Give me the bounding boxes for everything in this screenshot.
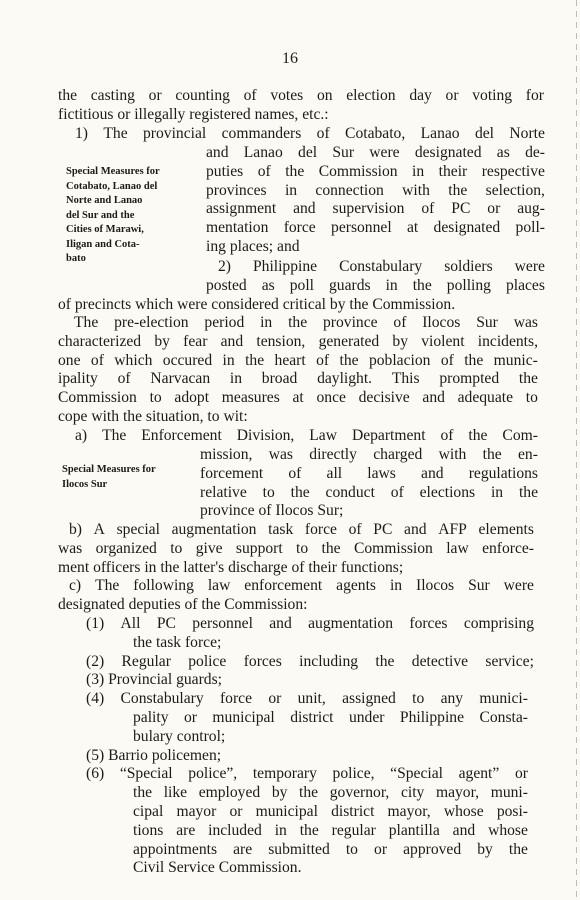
- text-line: the casting or counting of votes on election day or voting for: [58, 87, 544, 104]
- side-note-ilocos-sur: [62, 463, 196, 492]
- item-1-continued: [206, 144, 545, 257]
- list-item-continued: Civil Service Commission.: [133, 859, 302, 877]
- item-1-paragraph: [75, 125, 545, 144]
- side-note-line: Cities of Marawi,: [66, 224, 144, 235]
- text-line: fictitious or illegally registered names, etc.:: [58, 105, 329, 123]
- list-item-continued: the like employed by the governor, city mayor, muni-: [133, 784, 528, 802]
- item-c-paragraph: [58, 577, 534, 615]
- text-line: designated deputies of the Commission:: [58, 595, 308, 613]
- text-line: ing places; and: [206, 237, 300, 255]
- list-item: (2) Regular police forces including the detective service;: [86, 652, 534, 670]
- text-line: was organized to give support to the Commission law enforce-: [58, 539, 534, 557]
- text-line: province of Ilocos Sur;: [200, 502, 344, 520]
- deputies-list: [86, 615, 534, 878]
- item-a-paragraph: [75, 427, 538, 446]
- item-b-paragraph: [58, 521, 534, 577]
- text-line: cope with the situation, to wit:: [58, 407, 248, 425]
- list-item-continued: bulary control;: [133, 727, 226, 745]
- text-line: one of which occured in the heart of the poblacion of the munic-: [58, 351, 538, 369]
- side-note-line: Special Measures for: [66, 166, 160, 177]
- page-number: 16: [282, 50, 298, 67]
- side-note-line: Ilocos Sur: [62, 478, 108, 490]
- list-item-continued: pality or municipal district under Philippine Consta-: [133, 708, 528, 726]
- text-line: characterized by fear and tension, generated by violent incidents,: [58, 332, 538, 350]
- text-line: and Lanao del Sur were designated as de-: [206, 144, 545, 161]
- text-line: The pre-election period in the province of Ilocos Sur was: [74, 314, 538, 331]
- list-item: (5) Barrio policemen;: [86, 746, 222, 764]
- text-line: c) The following law enforcement agents in Ilocos Sur were: [69, 577, 534, 594]
- text-line: mentation force personnel at designated poll-: [206, 219, 545, 237]
- text-line: a) The Enforcement Division, Law Department of the Com-: [75, 427, 538, 444]
- text-line: provinces in connection with the selection,: [206, 181, 545, 199]
- list-item: (3) Provincial guards;: [86, 671, 222, 689]
- side-note-cotabato-lanao: [66, 165, 198, 267]
- side-note-line: Cotabato, Lanao del: [66, 180, 158, 192]
- list-item: (4) Constabulary force or unit, assigned to any munici-: [86, 690, 528, 708]
- text-line: mission, was directly charged with the en-: [200, 446, 538, 463]
- text-line: puties of the Commission in their respective: [206, 162, 545, 180]
- text-line: 2) Philippine Constabulary soldiers were: [218, 258, 545, 275]
- text-line: 1) The provincial commanders of Cotabato, Lanao del Norte: [75, 125, 545, 142]
- text-line: forcement of all laws and regulations: [200, 464, 538, 482]
- side-note-line: Special Measures for: [62, 464, 156, 475]
- list-item: (6) “Special police”, temporary police, “Special agent” or: [86, 765, 528, 783]
- text-line: of precincts which were considered critical by the Commission.: [58, 296, 456, 313]
- list-item-continued: cipal mayor or municipal district mayor, whose posi-: [133, 802, 528, 820]
- pre-election-paragraph: [58, 314, 538, 427]
- text-line: relative to the conduct of elections in the: [200, 483, 538, 501]
- list-item-continued: appointments are submitted to or approved by the: [133, 840, 528, 858]
- side-note-line: Iligan and Cota-: [66, 238, 140, 250]
- text-line: b) A special augmentation task force of PC and AFP elements: [69, 521, 534, 538]
- intro-paragraph: [58, 87, 544, 125]
- side-note-line: del Sur and the: [66, 209, 135, 221]
- item-2-paragraph: [218, 258, 545, 277]
- item-2-continued: [206, 277, 545, 296]
- list-item-continued: the task force;: [133, 633, 222, 651]
- item-2-last-line: [58, 296, 544, 315]
- item-a-continued: [200, 446, 538, 521]
- text-line: assignment and supervision of PC or aug-: [206, 200, 545, 218]
- text-line: Commission to adopt measures at once decisive and adequate to: [58, 389, 538, 407]
- side-note-line: bato: [66, 253, 86, 264]
- list-item-continued: tions are included in the regular plantilla and whose: [133, 821, 528, 839]
- text-line: posted as poll guards in the polling places: [206, 277, 545, 294]
- list-item: (1) All PC personnel and augmentation forces comprising: [86, 615, 534, 632]
- text-line: ipality of Narvacan in broad daylight. This prompted the: [58, 370, 538, 388]
- text-line: ment officers in the latter's discharge of their functions;: [58, 558, 404, 576]
- side-note-line: Norte and Lanao: [66, 195, 143, 206]
- page-edge-dashes: [576, 0, 577, 900]
